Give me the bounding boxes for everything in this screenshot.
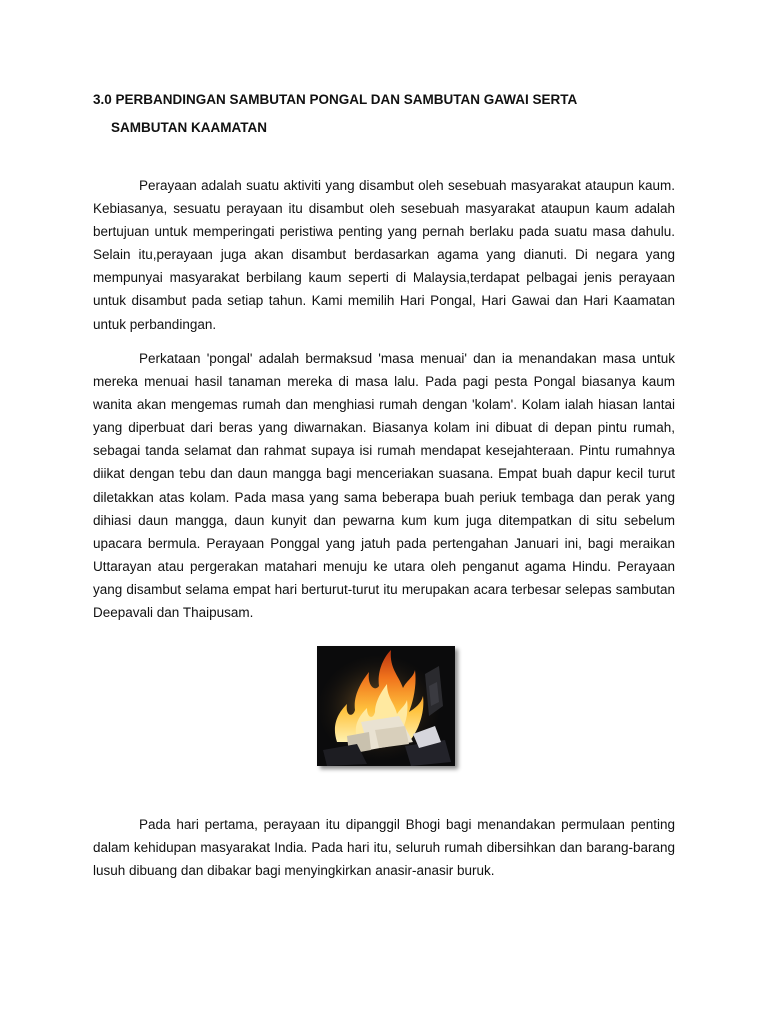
paragraph-perayaan: Perayaan adalah suatu aktiviti yang disambut oleh sesebuah masyarakat ataupun kaum. Kebiasanya, sesuatu perayaan itu disambut oleh sesebuah masyarakat ataupun kaum adalah bertujuan untuk memperingati peristiwa penting yang pernah berlaku pada suatu masa dahulu. Selain itu,perayaan juga akan disambut berdasarkan agama yang dianuti. Di negara yang mempunyai masyarakat berbilang kaum seperti di Malaysia,terdapat pelbagai jenis perayaan untuk disambut pada setiap tahun. Kami memilih Hari Pongal, Hari Gawai dan Hari Kaamatan untuk perbandingan. [93,178,675,332]
section-heading [93,86,693,142]
paragraph-pongal: Perkataan 'pongal' adalah bermaksud 'masa menuai' dan ia menandakan masa untuk mereka menuai hasil tanaman mereka di masa lalu. Pada pagi pesta Pongal biasanya kaum wanita akan mengemas rumah dan menghiasi rumah dengan 'kolam'. Kolam ialah hiasan lantai yang diperbuat dari beras yang diwarnakan. Biasanya kolam ini dibuat di depan pintu rumah, sebagai tanda selamat dan rahmat supaya isi rumah mendapat kesejahteraan. Pintu rumahnya diikat dengan tebu dan daun mangga bagi menceriakan suasana. Empat buah dapur kecil turut diletakkan atas kolam. Pada masa yang sama beberapa buah periuk tembaga dan perak yang dihiasi daun mangga, daun kunyit dan pewarna kum kum juga ditempatkan di situ sebelum upacara bermula. Perayaan Ponggal yang jatuh pada pertengahan Januari ini, bagi meraikan Uttarayan atau pergerakan matahari menuju ke utara oleh penganut agama Hindu. Perayaan yang disambut selama empat hari berturut-turut itu merupakan acara terbesar selepas sambutan Deepavali dan Thaipusam. [93,351,675,621]
heading-line-2: SAMBUTAN KAAMATAN [111,120,267,135]
bonfire-illustration [317,646,455,766]
paragraph-bhogi: Pada hari pertama, perayaan itu dipanggil Bhogi bagi menandakan permulaan penting dalam kehidupan masyarakat India. Pada hari itu, seluruh rumah dibersihkan dan barang-barang lusuh dibuang dan dibakar bagi menyingkirkan anasir-anasir buruk. [93,817,675,879]
bonfire-photo [317,646,455,766]
heading-line-1: 3.0 PERBANDINGAN SAMBUTAN PONGAL DAN SAMBUTAN GAWAI SERTA [93,92,578,107]
